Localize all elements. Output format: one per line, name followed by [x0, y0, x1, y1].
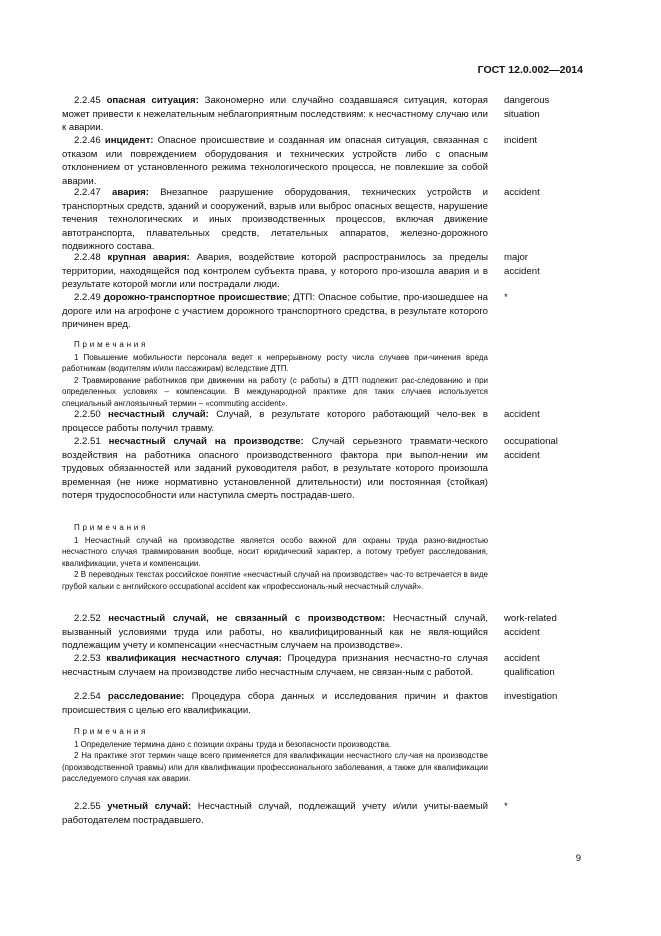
- term-2-2-53: 2.2.53 квалификация несчастного случая: Процедура признания несчастно-го случая несчастным случаем на производстве либо несчастным случаем, не связан-ным с работой.: [62, 653, 488, 678]
- term-2-2-48-english: major accident: [504, 252, 540, 277]
- note-item: 1 Несчастный случай на производстве является особо важной для охраны труда разно-видностью несчастного случая травмирования вообще, носит юридический характер, а потому требует расследования, квалификации, учета и компенсации.: [62, 535, 488, 568]
- note-item: 2 На практике этот термин чаще всего применяется для квалификации несчастного слу-чая на производстве (производственной травмы) или для квалификации профессионального заболевания, а также для квалификации расследуемого случая как аварии.: [62, 751, 488, 783]
- term-2-2-55-english: *: [504, 801, 508, 812]
- term-2-2-52: 2.2.52 несчастный случай, не связанный с производством: Несчастный случай, вызванный условиями труда или работы, но квалифицированный как не явля-ющийся подлежащим учету и компенсации «несчастным случаем на производстве».: [62, 613, 488, 651]
- term-2-2-46: 2.2.46 инцидент: Опасное происшествие и созданная им опасная ситуация, связанная с отказом или повреждением оборудования и технических устройств либо с опасным отклонением от установленного режима технологического процесса, не повлекшие за собой аварии.: [62, 135, 488, 187]
- document-code: ГОСТ 12.0.002—2014: [477, 64, 583, 76]
- note-item: 1 Повышение мобильности персонала ведет к непрерывному росту числа случаев при-чинения вреда работникам (водителям и/или пассажирам) вследствие ДТП.: [62, 352, 488, 373]
- term-2-2-55: 2.2.55 учетный случай: Несчастный случай, подлежащий учету и/или учиты-ваемый работодателем пострадавшего.: [62, 801, 488, 826]
- term-2-2-50-english: accident: [504, 409, 540, 420]
- term-2-2-51-english: occupational accident: [504, 436, 558, 461]
- notes-2-2-49: [62, 339, 488, 409]
- term-2-2-48: 2.2.48 крупная авария: Авария, воздействие которой распространилось за пределы территории, находящейся под контролем субъекта права, у которого про-изошла авария и в результате которой могли или пострадали люди.: [62, 252, 488, 290]
- note-item: 2 Травмирование работников при движении на работу (с работы) в ДТП подлежит рас-следованию и при определенных условиях – компенсации. В международной практике для таких случаев используется специальный англоязычный термин – «commuting accident».: [62, 375, 488, 408]
- term-2-2-52-english: work-related accident: [504, 613, 557, 638]
- term-2-2-47-english: accident: [504, 187, 540, 198]
- term-2-2-47: 2.2.47 авария: Внезапное разрушение оборудования, технических устройств и транспортных средств, зданий и сооружений, взрыв или выброс опасных веществ, нарушение течения технологических и иных производственных процессов, включая движение автотранспорта, плавательных средств, летательных аппаратов, железно-дорожного подвижного состава.: [62, 187, 488, 252]
- term-2-2-49-english: *: [504, 292, 508, 303]
- term-2-2-46-english: incident: [504, 135, 538, 146]
- term-2-2-49: 2.2.49 дорожно-транспортное происшествие; ДТП: Опасное событие, про-изошедшее на дороге или на агрофоне с участием дорожного транспортного средства, в результате которого причинен вред.: [62, 292, 488, 330]
- notes-2-2-54: [62, 726, 488, 785]
- term-2-2-54: 2.2.54 расследование: Процедура сбора данных и исследования причин и фактов происшествия с целью его квалификации.: [62, 691, 489, 716]
- note-item: 1 Определение термина дано с позиции охраны труда и безопасности производства.: [74, 739, 392, 749]
- page-number: 9: [575, 853, 581, 864]
- term-2-2-51: 2.2.51 несчастный случай на производстве: Случай серьезного травмати-ческого воздействия на работника опасного производственного фактора при выпол-нении им трудовых обязанностей или заданий руководителя работ, в результате которого произошла временная (не ниже нормативно установленной длительности) или постоянная (стойкая) потеря трудоспособности или наступила смерть пострадав-шего.: [62, 436, 488, 501]
- notes-heading: Примечания: [74, 523, 149, 532]
- term-2-2-45: 2.2.45 опасная ситуация: Закономерно или случайно создавшаяся ситуация, которая может привести к нежелательным неблагоприятным последствиям: к несчастному случаю или к аварии.: [62, 95, 488, 133]
- term-2-2-50: 2.2.50 несчастный случай: Случай, в результате которого работающий чело-век в процессе работы получил травму.: [62, 409, 489, 434]
- notes-heading: Примечания: [74, 727, 149, 736]
- term-2-2-53-english: accident qualification: [504, 653, 555, 678]
- term-2-2-45-english: dangerous situation: [504, 95, 550, 120]
- notes-heading: Примечания: [74, 340, 149, 349]
- note-item: 2 В переводных текстах российское понятие «несчастный случай на производстве» час-то встречается в виде грубой кальки с английского occupational accident как «профессиональ-ный несчастный случай».: [62, 570, 488, 591]
- term-2-2-54-english: investigation: [504, 691, 558, 702]
- notes-2-2-51: [62, 522, 488, 592]
